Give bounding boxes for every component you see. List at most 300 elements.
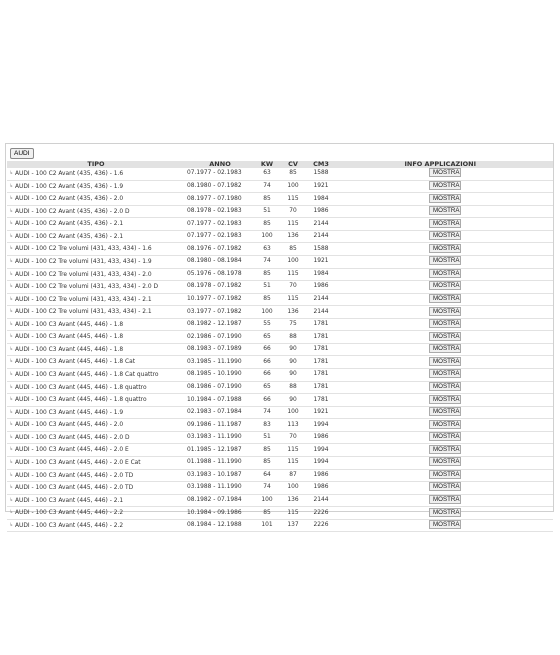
link-arrow-icon: ↳ [9,408,14,415]
cell-cv: 115 [279,507,307,520]
cell-tipo [7,343,185,356]
cell-kw: 51 [255,281,279,294]
cell-kw: 64 [255,469,279,482]
cell-info [335,469,553,482]
cell-info [335,281,553,294]
cell-cm3: 1986 [307,281,335,294]
cell-kw: 51 [255,205,279,218]
cell-cv: 100 [279,180,307,193]
cell-cv: 90 [279,356,307,369]
table-row [7,482,553,495]
cell-anno: 03.1983 - 11.1990 [185,431,255,444]
column-header-info: INFO APPLICAZIONI [335,161,553,168]
table-row [7,230,553,243]
cell-cv: 115 [279,293,307,306]
table-row [7,268,553,281]
cell-cv: 100 [279,482,307,495]
mostra-button[interactable]: MOSTRA [429,231,461,240]
cell-cv: 85 [279,168,307,180]
cell-cm3: 1781 [307,331,335,344]
cell-info [335,494,553,507]
vehicle-table [7,161,553,532]
link-arrow-icon: ↳ [9,484,14,491]
cell-cv: 100 [279,406,307,419]
cell-tipo [7,369,185,382]
vehicle-type-link[interactable]: AUDI - 100 C3 Avant (445, 446) - 2.2 [15,510,124,517]
cell-tipo [7,469,185,482]
cell-cv: 115 [279,456,307,469]
table-row [7,419,553,432]
link-arrow-icon: ↳ [9,396,14,403]
cell-cv: 113 [279,419,307,432]
cell-anno: 08.1978 - 02.1983 [185,205,255,218]
cell-tipo [7,406,185,419]
cell-cv: 100 [279,255,307,268]
cell-cm3: 1921 [307,406,335,419]
cell-cv: 88 [279,331,307,344]
cell-cm3: 1986 [307,482,335,495]
cell-kw: 83 [255,419,279,432]
mostra-button[interactable]: MOSTRA [429,382,461,391]
mostra-button[interactable]: MOSTRA [429,269,461,278]
cell-tipo [7,306,185,319]
mostra-button[interactable]: MOSTRA [429,445,461,454]
cell-tipo [7,243,185,256]
cell-kw: 55 [255,318,279,331]
vehicle-type-link[interactable]: AUDI - 100 C3 Avant (445, 446) - 2.0 TD [15,472,134,479]
mostra-button[interactable]: MOSTRA [429,457,461,466]
cell-cm3: 1781 [307,381,335,394]
mostra-button[interactable]: MOSTRA [429,432,461,441]
link-arrow-icon: ↳ [9,320,14,327]
cell-anno: 08.1982 - 12.1987 [185,318,255,331]
cell-cv: 70 [279,281,307,294]
cell-cm3: 1986 [307,469,335,482]
cell-anno: 08.1985 - 10.1990 [185,369,255,382]
cell-cm3: 1986 [307,205,335,218]
cell-cm3: 1994 [307,419,335,432]
cell-anno: 08.1986 - 07.1990 [185,381,255,394]
link-arrow-icon: ↳ [9,496,14,503]
table-row [7,168,553,180]
vehicle-type-link[interactable]: AUDI - 100 C2 Avant (435, 436) - 2.1 [15,221,124,228]
vehicle-type-link[interactable]: AUDI - 100 C3 Avant (445, 446) - 1.8 [15,346,124,353]
cell-tipo [7,268,185,281]
cell-info [335,243,553,256]
cell-cv: 88 [279,381,307,394]
mostra-button[interactable]: MOSTRA [429,407,461,416]
vehicle-type-link[interactable]: AUDI - 100 C3 Avant (445, 446) - 2.0 TD [15,484,134,491]
cell-kw: 85 [255,218,279,231]
table-header-row [7,161,553,168]
vehicle-type-link[interactable]: AUDI - 100 C2 Avant (435, 436) - 2.0 [15,195,124,202]
mostra-button[interactable]: MOSTRA [429,420,461,429]
cell-kw: 101 [255,519,279,532]
link-arrow-icon: ↳ [9,195,14,202]
cell-kw: 66 [255,394,279,407]
table-row [7,193,553,206]
cell-info [335,180,553,193]
mostra-button[interactable]: MOSTRA [429,369,461,378]
cell-cv: 90 [279,394,307,407]
mostra-button[interactable]: MOSTRA [429,520,461,529]
vehicle-type-link[interactable]: AUDI - 100 C2 Tre volumi (431, 433, 434) - 2.0 D [15,283,159,290]
table-row [7,306,553,319]
vehicle-type-link[interactable]: AUDI - 100 C3 Avant (445, 446) - 2.0 E [15,447,129,454]
cell-tipo [7,230,185,243]
cell-kw: 85 [255,293,279,306]
cell-cm3: 2144 [307,494,335,507]
cell-info [335,205,553,218]
mostra-button[interactable]: MOSTRA [429,319,461,328]
cell-tipo [7,180,185,193]
link-arrow-icon: ↳ [9,521,14,528]
cell-cm3: 1781 [307,318,335,331]
cell-tipo [7,331,185,344]
cell-cm3: 2226 [307,507,335,520]
cell-anno: 05.1976 - 08.1978 [185,268,255,281]
mostra-button[interactable]: MOSTRA [429,332,461,341]
cell-kw: 74 [255,180,279,193]
table-row [7,281,553,294]
cell-anno: 10.1984 - 07.1988 [185,394,255,407]
cell-info [335,444,553,457]
cell-cv: 90 [279,369,307,382]
link-arrow-icon: ↳ [9,345,14,352]
cell-info [335,356,553,369]
cell-anno: 02.1983 - 07.1984 [185,406,255,419]
table-row [7,494,553,507]
cell-tipo [7,356,185,369]
column-header-tipo: TIPO [7,161,185,168]
cell-info [335,369,553,382]
column-header-cv: CV [279,161,307,168]
table-row [7,180,553,193]
link-arrow-icon: ↳ [9,207,14,214]
cell-cm3: 1921 [307,180,335,193]
vehicle-list-panel [5,143,554,529]
vehicle-type-link[interactable]: AUDI - 100 C2 Avant (435, 436) - 2.0 D [15,208,130,215]
cell-tipo [7,482,185,495]
cell-cm3: 2144 [307,306,335,319]
mostra-button[interactable]: MOSTRA [429,294,461,303]
cell-kw: 66 [255,343,279,356]
mostra-button[interactable]: MOSTRA [429,307,461,316]
cell-kw: 100 [255,494,279,507]
link-arrow-icon: ↳ [9,383,14,390]
table-row [7,369,553,382]
vehicle-type-link[interactable]: AUDI - 100 C3 Avant (445, 446) - 2.0 E Cat [15,459,141,466]
vehicle-type-link[interactable]: AUDI - 100 C3 Avant (445, 446) - 1.8 [15,334,124,341]
mostra-button[interactable]: MOSTRA [429,357,461,366]
cell-cm3: 1588 [307,168,335,180]
cell-info [335,482,553,495]
cell-kw: 85 [255,193,279,206]
vehicle-type-link[interactable]: AUDI - 100 C2 Avant (435, 436) - 1.9 [15,183,124,190]
cell-info [335,193,553,206]
cell-kw: 51 [255,431,279,444]
cell-anno: 08.1977 - 07.1980 [185,193,255,206]
cell-cm3: 1994 [307,456,335,469]
link-arrow-icon: ↳ [9,257,14,264]
cell-cv: 115 [279,193,307,206]
vehicle-type-link[interactable]: AUDI - 100 C3 Avant (445, 446) - 2.2 [15,522,124,529]
table-row [7,394,553,407]
vehicle-type-link[interactable]: AUDI - 100 C2 Tre volumi (431, 433, 434) - 2.0 [15,271,152,278]
link-arrow-icon: ↳ [9,232,14,239]
table-row [7,519,553,532]
cell-info [335,168,553,180]
cell-tipo [7,293,185,306]
cell-anno: 03.1985 - 11.1990 [185,356,255,369]
table-row [7,356,553,369]
cell-cv: 137 [279,519,307,532]
vehicle-type-link[interactable]: AUDI - 100 C3 Avant (445, 446) - 1.8 Cat [15,359,136,366]
cell-anno: 01.1985 - 12.1987 [185,444,255,457]
table-row [7,381,553,394]
vehicle-type-link[interactable]: AUDI - 100 C2 Avant (435, 436) - 2.1 [15,233,124,240]
cell-info [335,507,553,520]
cell-cm3: 1781 [307,356,335,369]
link-arrow-icon: ↳ [9,509,14,516]
cell-cm3: 1921 [307,255,335,268]
link-arrow-icon: ↳ [9,333,14,340]
cell-info [335,230,553,243]
cell-tipo [7,507,185,520]
link-arrow-icon: ↳ [9,270,14,277]
cell-info [335,306,553,319]
cell-cv: 115 [279,268,307,281]
cell-cv: 70 [279,205,307,218]
cell-tipo [7,218,185,231]
vehicle-type-link[interactable]: AUDI - 100 C3 Avant (445, 446) - 2.0 D [15,434,130,441]
cell-anno: 07.1977 - 02.1983 [185,230,255,243]
vehicle-type-link[interactable]: AUDI - 100 C3 Avant (445, 446) - 1.9 [15,409,124,416]
link-arrow-icon: ↳ [9,446,14,453]
cell-kw: 63 [255,168,279,180]
cell-info [335,406,553,419]
cell-kw: 65 [255,381,279,394]
cell-cm3: 2144 [307,230,335,243]
cell-anno: 10.1984 - 09.1986 [185,507,255,520]
cell-kw: 63 [255,243,279,256]
mostra-button[interactable]: MOSTRA [429,244,461,253]
cell-cm3: 1994 [307,444,335,457]
cell-tipo [7,193,185,206]
vehicle-type-link[interactable]: AUDI - 100 C2 Tre volumi (431, 433, 434) - 2.1 [15,309,152,316]
cell-cv: 136 [279,230,307,243]
vehicle-type-link[interactable]: AUDI - 100 C3 Avant (445, 446) - 2.0 [15,422,124,429]
cell-anno: 03.1988 - 11.1990 [185,482,255,495]
mostra-button[interactable]: MOSTRA [429,482,461,491]
table-row [7,431,553,444]
mostra-button[interactable]: MOSTRA [429,194,461,203]
cell-tipo [7,281,185,294]
table-row [7,444,553,457]
cell-tipo [7,318,185,331]
cell-tipo [7,444,185,457]
link-arrow-icon: ↳ [9,170,14,176]
cell-anno: 08.1980 - 07.1982 [185,180,255,193]
cell-tipo [7,494,185,507]
cell-cm3: 1588 [307,243,335,256]
table-row [7,205,553,218]
table-row [7,507,553,520]
cell-anno: 09.1986 - 11.1987 [185,419,255,432]
mostra-button[interactable]: MOSTRA [429,281,461,290]
cell-tipo [7,419,185,432]
cell-kw: 74 [255,406,279,419]
mostra-button[interactable]: MOSTRA [429,470,461,479]
column-header-anno: ANNO [185,161,255,168]
table-row [7,243,553,256]
cell-info [335,293,553,306]
vehicle-type-link[interactable]: AUDI - 100 C3 Avant (445, 446) - 2.1 [15,497,124,504]
link-arrow-icon: ↳ [9,245,14,252]
vehicle-type-link[interactable]: AUDI - 100 C2 Tre volumi (431, 433, 434) - 1.9 [15,258,152,265]
cell-kw: 100 [255,306,279,319]
link-arrow-icon: ↳ [9,371,14,377]
cell-info [335,381,553,394]
table-row [7,218,553,231]
link-arrow-icon: ↳ [9,182,14,189]
table-row [7,331,553,344]
cell-cm3: 1781 [307,343,335,356]
cell-kw: 85 [255,444,279,457]
cell-info [335,419,553,432]
vehicle-type-link[interactable]: AUDI - 100 C2 Avant (435, 436) - 1.6 [15,170,124,177]
cell-kw: 85 [255,507,279,520]
mostra-button[interactable]: MOSTRA [429,219,461,228]
cell-kw: 66 [255,369,279,382]
cell-tipo [7,168,185,180]
mostra-button[interactable]: MOSTRA [429,344,461,353]
cell-anno: 10.1977 - 07.1982 [185,293,255,306]
mostra-button[interactable]: MOSTRA [429,206,461,215]
cell-info [335,519,553,532]
cell-anno: 08.1982 - 07.1984 [185,494,255,507]
cell-kw: 85 [255,268,279,281]
cell-anno: 08.1980 - 08.1984 [185,255,255,268]
cell-cv: 75 [279,318,307,331]
link-arrow-icon: ↳ [9,283,14,290]
mostra-button[interactable]: MOSTRA [429,508,461,517]
link-arrow-icon: ↳ [9,308,14,315]
cell-anno: 08.1976 - 07.1982 [185,243,255,256]
cell-cv: 115 [279,218,307,231]
cell-anno: 01.1988 - 11.1990 [185,456,255,469]
link-arrow-icon: ↳ [9,358,14,365]
cell-anno: 07.1977 - 02.1983 [185,168,255,180]
table-row [7,318,553,331]
cell-tipo [7,381,185,394]
vehicle-type-link[interactable]: AUDI - 100 C3 Avant (445, 446) - 1.8 quattro [15,396,147,403]
cell-info [335,255,553,268]
cell-info [335,218,553,231]
link-arrow-icon: ↳ [9,421,14,428]
brand-filter-button[interactable]: AUDI [10,148,34,159]
cell-kw: 65 [255,331,279,344]
cell-kw: 85 [255,456,279,469]
table-row [7,343,553,356]
cell-info [335,331,553,344]
cell-cm3: 1986 [307,431,335,444]
table-row [7,456,553,469]
cell-cv: 87 [279,469,307,482]
cell-cm3: 1984 [307,268,335,281]
cell-tipo [7,255,185,268]
cell-info [335,268,553,281]
cell-info [335,343,553,356]
column-header-cm3: CM3 [307,161,335,168]
table-row [7,255,553,268]
cell-info [335,394,553,407]
cell-cv: 115 [279,444,307,457]
cell-anno: 08.1978 - 07.1982 [185,281,255,294]
cell-tipo [7,431,185,444]
cell-anno: 03.1977 - 07.1982 [185,306,255,319]
cell-info [335,456,553,469]
cell-kw: 74 [255,255,279,268]
table-row [7,293,553,306]
mostra-button[interactable]: MOSTRA [429,168,461,177]
cell-cm3: 2144 [307,293,335,306]
cell-cm3: 1781 [307,394,335,407]
table-row [7,469,553,482]
cell-kw: 66 [255,356,279,369]
cell-cv: 136 [279,494,307,507]
vehicle-type-link[interactable]: AUDI - 100 C2 Tre volumi (431, 433, 434) - 2.1 [15,296,152,303]
cell-cm3: 1984 [307,193,335,206]
cell-tipo [7,519,185,532]
cell-anno: 08.1984 - 12.1988 [185,519,255,532]
cell-cv: 90 [279,343,307,356]
cell-info [335,431,553,444]
cell-tipo [7,205,185,218]
cell-cv: 136 [279,306,307,319]
cell-cm3: 1781 [307,369,335,382]
vehicle-type-link[interactable]: AUDI - 100 C3 Avant (445, 446) - 1.8 [15,321,124,328]
cell-cv: 85 [279,243,307,256]
column-header-kw: KW [255,161,279,168]
mostra-button[interactable]: MOSTRA [429,181,461,190]
mostra-button[interactable]: MOSTRA [429,495,461,504]
cell-anno: 08.1983 - 07.1989 [185,343,255,356]
link-arrow-icon: ↳ [9,295,14,302]
cell-tipo [7,456,185,469]
cell-cv: 70 [279,431,307,444]
link-arrow-icon: ↳ [9,433,14,440]
cell-anno: 07.1977 - 02.1983 [185,218,255,231]
cell-cm3: 2226 [307,519,335,532]
mostra-button[interactable]: MOSTRA [429,395,461,404]
cell-anno: 02.1986 - 07.1990 [185,331,255,344]
cell-cm3: 2144 [307,218,335,231]
mostra-button[interactable]: MOSTRA [429,256,461,265]
vehicle-type-link[interactable]: AUDI - 100 C3 Avant (445, 446) - 1.8 Cat quattro [15,371,159,378]
link-arrow-icon: ↳ [9,220,14,227]
table-row [7,406,553,419]
cell-kw: 100 [255,230,279,243]
cell-kw: 74 [255,482,279,495]
vehicle-type-link[interactable]: AUDI - 100 C3 Avant (445, 446) - 1.8 quattro [15,384,147,391]
cell-info [335,318,553,331]
link-arrow-icon: ↳ [9,458,14,465]
link-arrow-icon: ↳ [9,471,14,478]
cell-anno: 03.1983 - 10.1987 [185,469,255,482]
vehicle-type-link[interactable]: AUDI - 100 C2 Tre volumi (431, 433, 434) - 1.6 [15,246,152,253]
cell-tipo [7,394,185,407]
